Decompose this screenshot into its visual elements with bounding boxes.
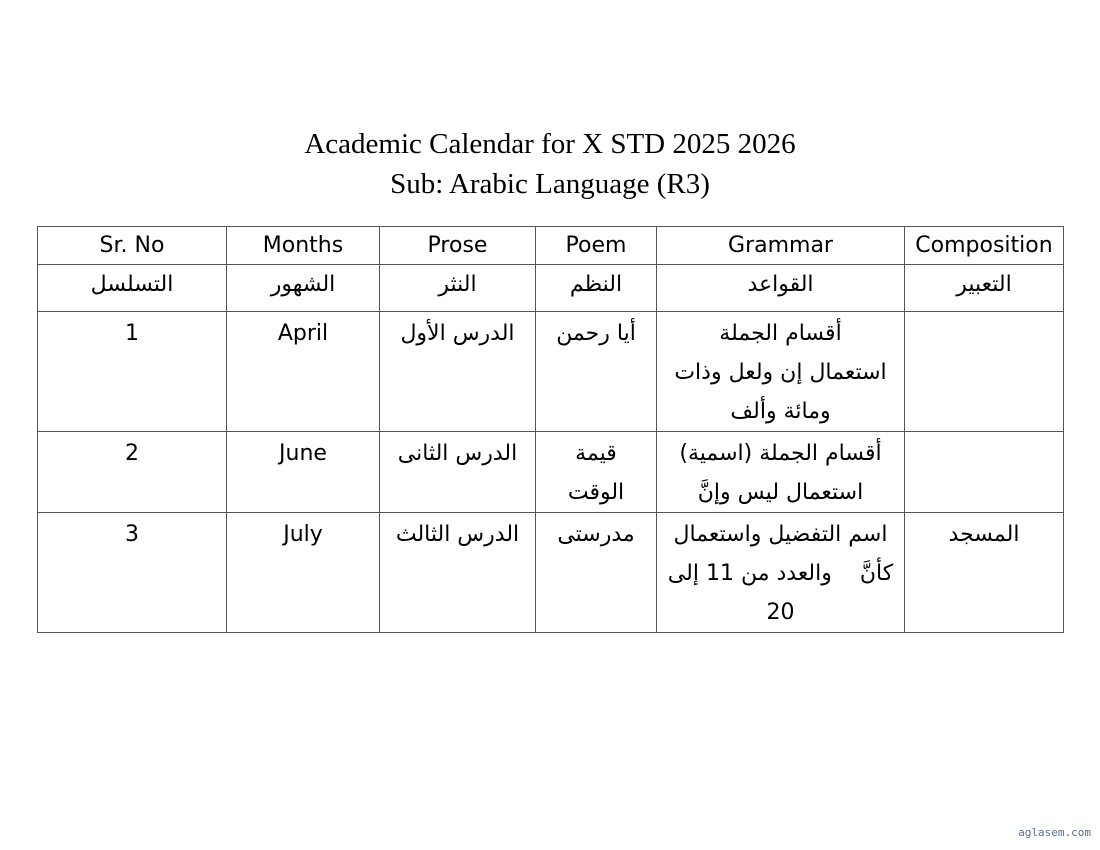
table-row: [38, 312, 1064, 432]
grammar-line: ومائة وألف: [730, 399, 831, 424]
header-months: Months: [227, 227, 380, 265]
grammar-line: أقسام الجملة: [719, 321, 842, 346]
header-sr-no-arabic: التسلسل: [38, 265, 227, 312]
cell-grammar: [657, 432, 905, 513]
cell-month: April: [227, 312, 380, 432]
grammar-line: 20: [766, 600, 795, 625]
header-poem-arabic: النظم: [536, 265, 657, 312]
header-composition-arabic: التعبير: [905, 265, 1064, 312]
cell-prose: [380, 432, 536, 513]
header-grammar: Grammar: [657, 227, 905, 265]
cell-composition: [905, 312, 1064, 432]
header-poem: Poem: [536, 227, 657, 265]
prose-text: الدرس الثالث: [395, 522, 520, 547]
poem-line: مدرستى: [557, 522, 635, 547]
composition-text: المسجد: [948, 522, 1020, 547]
cell-composition: [905, 432, 1064, 513]
table-row: [38, 513, 1064, 633]
grammar-line: اسم التفضيل واستعمال: [673, 522, 888, 547]
cell-poem: [536, 513, 657, 633]
document-subtitle: Sub: Arabic Language (R3): [390, 168, 710, 200]
document-title: Academic Calendar for X STD 2025 2026: [304, 128, 796, 160]
header-row-english: [38, 227, 1064, 265]
table-row: [38, 432, 1064, 513]
cell-composition: [905, 513, 1064, 633]
grammar-line: استعمال إن ولعل وذات: [674, 360, 887, 385]
academic-calendar-table: [37, 226, 1064, 633]
header-grammar-arabic: القواعد: [657, 265, 905, 312]
title-block: [0, 124, 1100, 204]
header-composition: Composition: [905, 227, 1064, 265]
header-months-arabic: الشهور: [227, 265, 380, 312]
cell-sr-no: 1: [38, 312, 227, 432]
poem-line: أيا رحمن: [556, 321, 636, 346]
poem-line: الوقت: [567, 480, 625, 505]
cell-month: June: [227, 432, 380, 513]
grammar-line: كأنَّ والعدد من 11 إلى: [667, 561, 894, 586]
header-row-arabic: [38, 265, 1064, 312]
cell-poem: [536, 432, 657, 513]
watermark-text: aglasem.com: [1018, 826, 1091, 839]
cell-month: July: [227, 513, 380, 633]
cell-grammar: [657, 513, 905, 633]
cell-prose: [380, 312, 536, 432]
header-prose: Prose: [380, 227, 536, 265]
grammar-line: أقسام الجملة (اسمية): [679, 441, 882, 466]
prose-text: الدرس الثانى: [397, 441, 518, 466]
cell-grammar: [657, 312, 905, 432]
cell-sr-no: 2: [38, 432, 227, 513]
header-sr-no: Sr. No: [38, 227, 227, 265]
poem-line: قيمة: [575, 441, 617, 466]
grammar-line: استعمال ليس وإنَّ: [697, 480, 864, 505]
cell-poem: [536, 312, 657, 432]
header-prose-arabic: النثر: [380, 265, 536, 312]
cell-sr-no: 3: [38, 513, 227, 633]
cell-prose: [380, 513, 536, 633]
prose-text: الدرس الأول: [400, 321, 515, 346]
